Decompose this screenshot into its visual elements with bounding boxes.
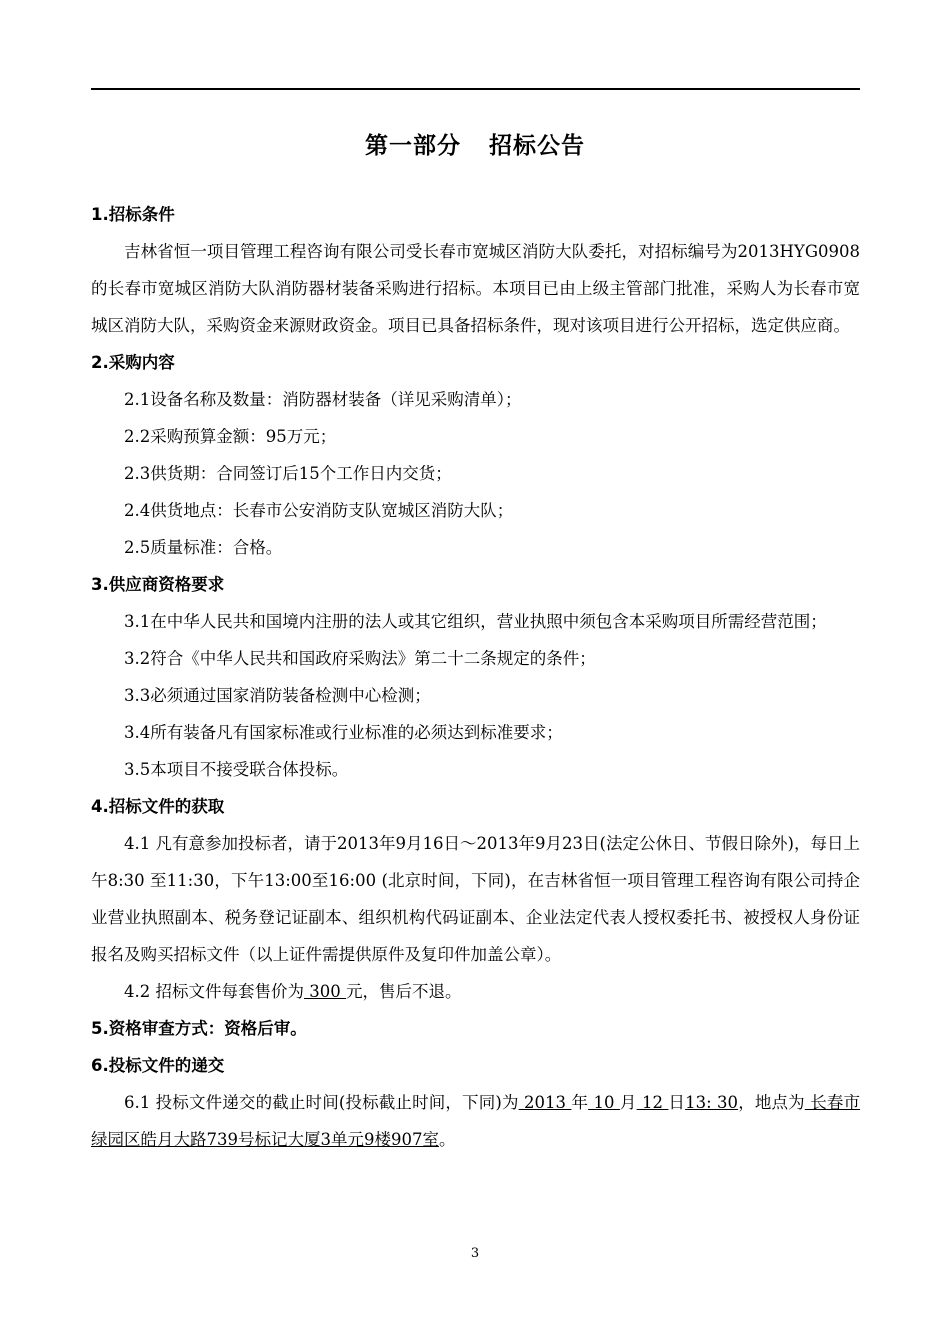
section-1-paragraph: 吉林省恒一项目管理工程咨询有限公司受长春市宽城区消防大队委托，对招标编号为2013HYG0908的长春市宽城区消防大队消防器材装备采购进行招标。本项目已由上级主管部门批准，采购人为长春市宽城区消防大队，采购资金来源财政资金。项目已具备招标条件，现对该项目进行公开招标，选定供应商。 — [91, 242, 860, 335]
page-title — [0, 127, 950, 160]
section-5-heading: 5.资格审查方式：资格后审。 — [91, 1019, 307, 1038]
document-body — [91, 196, 860, 1158]
list-item: 3.5本项目不接受联合体投标。 — [124, 760, 349, 779]
page-number: 3 — [470, 1246, 480, 1261]
deadline-year: 2013 — [518, 1093, 572, 1112]
list-item: 3.2符合《中华人民共和国政府采购法》第二十二条规定的条件； — [124, 649, 596, 668]
section-3-heading: 3.供应商资格要求 — [91, 575, 225, 594]
list-item: 2.4供货地点：长春市公安消防支队宽城区消防大队； — [124, 501, 514, 520]
section-4-heading: 4.招标文件的获取 — [91, 797, 225, 816]
title-notice: 招标公告 — [489, 133, 585, 159]
list-item: 2.3供货期：合同签订后15个工作日内交货； — [124, 464, 452, 483]
list-item: 2.5质量标准：合格。 — [124, 538, 283, 557]
title-part: 第一部分 — [365, 133, 461, 159]
section-4-paragraph-1: 4.1 凡有意参加投标者，请于2013年9月16日～2013年9月23日(法定公休日、节假日除外)，每日上午8:30 至11:30，下午13:00至16:00 (北京时间，下同)，在吉林省恒一项目管理工程咨询有限公司持企业营业执照副本、税务登记证副本、组织机构代码证副本、企业法定代表人授权委托书、被授权人身份证报名及购买招标文件（以上证件需提供原件及复印件加盖公章）。 — [91, 834, 860, 964]
section-2-heading: 2.采购内容 — [91, 353, 175, 372]
section-6-heading: 6.投标文件的递交 — [91, 1056, 225, 1075]
list-item: 3.1在中华人民共和国境内注册的法人或其它组织，营业执照中须包含本采购项目所需经营范围； — [124, 612, 827, 631]
section-1-heading: 1.招标条件 — [91, 205, 175, 224]
header-rule — [91, 88, 860, 90]
deadline-month: 10 — [588, 1093, 620, 1112]
list-item: 2.2采购预算金额：95万元； — [124, 427, 337, 446]
submission-place: 长春市绿园区皓月大路739号标记大厦3单元9楼907室 — [91, 1093, 861, 1149]
list-item: 2.1设备名称及数量：消防器材装备（详见采购清单）； — [124, 390, 522, 409]
deadline-time: 13: 30 — [685, 1093, 739, 1112]
section-4-paragraph-2: 4.2 招标文件每套售价为 300 元，售后不退。 — [124, 982, 462, 1001]
deadline-day: 12 — [636, 1093, 669, 1112]
list-item: 3.3必须通过国家消防装备检测中心检测； — [124, 686, 431, 705]
list-item: 3.4所有装备凡有国家标准或行业标准的必须达到标准要求； — [124, 723, 563, 742]
price-value: 300 — [304, 982, 346, 1001]
section-6-paragraph: 6.1 投标文件递交的截止时间(投标截止时间，下同)为 2013 年 10 月 12 日13: 30，地点为 长春市绿园区皓月大路739号标记大厦3单元9楼907室。 — [91, 1093, 861, 1149]
